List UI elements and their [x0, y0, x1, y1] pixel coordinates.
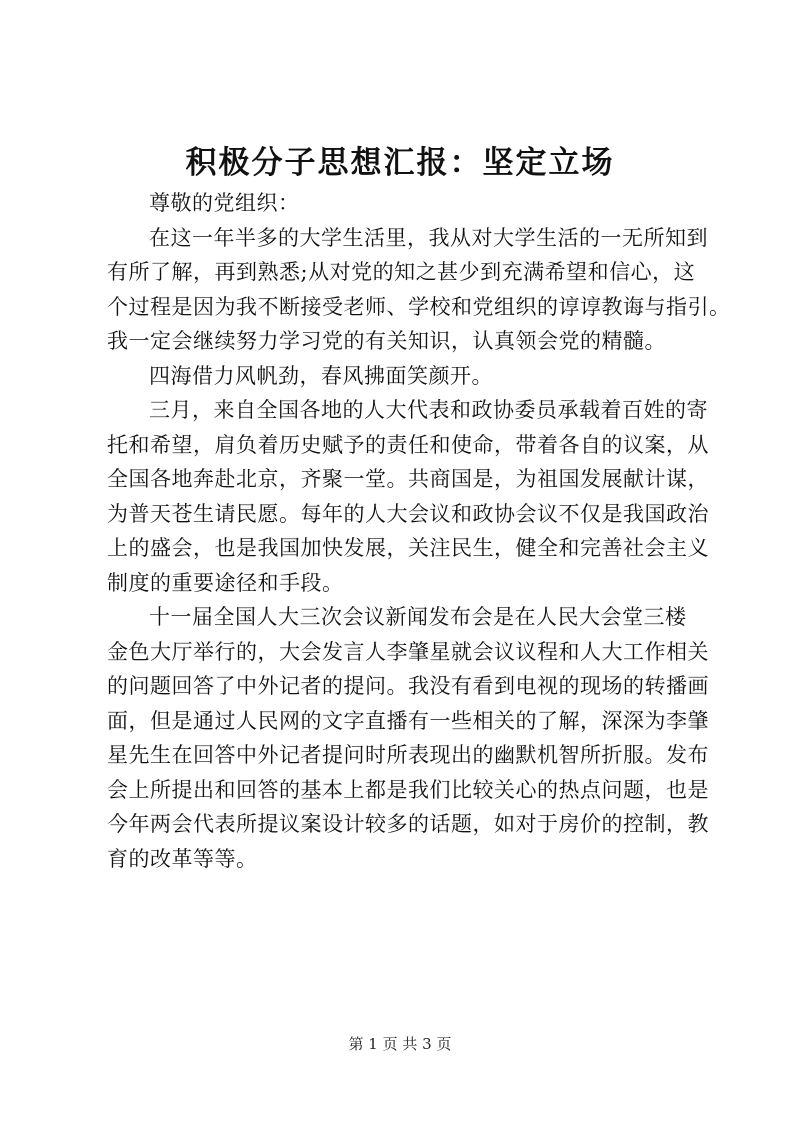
text-line: 三月，来自全国各地的人大代表和政协委员承载着百姓的寄 — [149, 398, 708, 422]
text-line: 的问题回答了中外记者的提问。我没有看到电视的现场的转播画 — [107, 674, 709, 698]
text-line: 四海借力风帆劲，春风拂面笑颜开。 — [149, 363, 493, 388]
text-line: 在这一年半多的大学生活里，我从对大学生活的一无所知到 — [149, 225, 708, 250]
text-line: 我一定会继续努力学习党的有关知识，认真领会党的精髓。 — [107, 329, 666, 353]
text-line: 上的盛会，也是我国加快发展，关注民生，健全和完善社会主义 — [107, 536, 709, 560]
text-line: 有所了解，再到熟悉;从对党的知之甚少到充满希望和信心，这 — [107, 260, 696, 284]
text-line: 会上所提出和回答的基本上都是我们比较关心的热点问题，也是 — [107, 777, 709, 802]
text-line: 托和希望，肩负着历史赋予的责任和使命，带着各自的议案，从 — [107, 432, 709, 457]
text-line: 星先生在回答中外记者提问时所表现出的幽默机智所折服。发布 — [107, 743, 709, 767]
text-line: 金色大厅举行的，大会发言人李肇星就会议议程和人大工作相关 — [107, 639, 709, 664]
text-line: 尊敬的党组织： — [149, 191, 300, 215]
text-line: 今年两会代表所提议案设计较多的话题，如对于房价的控制，教 — [107, 812, 709, 836]
text-line: 育的改革等等。 — [107, 846, 258, 871]
document-title: 积极分子思想汇报：坚定立场 — [185, 145, 615, 181]
text-line: 面，但是通过人民网的文字直播有一些相关的了解，深深为李肇 — [107, 708, 709, 733]
text-line: 全国各地奔赴北京，齐聚一堂。共商国是，为祖国发展献计谋， — [107, 467, 709, 491]
text-line: 制度的重要途径和手段。 — [107, 570, 344, 595]
document-body — [107, 186, 731, 876]
page-footer: 第 1 页 共 3 页 — [348, 1035, 452, 1053]
text-line: 十一届全国人大三次会议新闻发布会是在人民大会堂三楼 — [149, 605, 687, 629]
text-line: 为普天苍生请民愿。每年的人大会议和政协会议不仅是我国政治 — [107, 501, 709, 526]
text-line: 个过程是因为我不断接受老师、学校和党组织的谆谆教诲与指引。 — [107, 294, 731, 319]
